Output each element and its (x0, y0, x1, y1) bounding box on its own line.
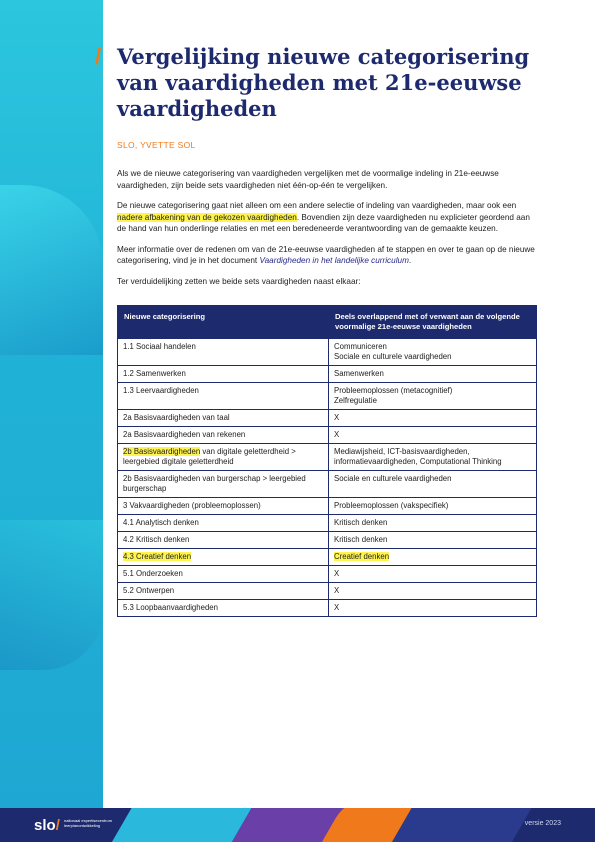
table-row (118, 498, 537, 515)
document-content (95, 44, 537, 617)
logo-subtitle: nationaal expertisecentrum leerplanontwikkeling (64, 818, 113, 828)
table-row (118, 600, 537, 617)
cell-text: 5.1 Onderzoeken (123, 569, 183, 578)
cell-old-skill (329, 366, 537, 383)
table-row (118, 549, 537, 566)
cell-old-skill (329, 427, 537, 444)
cell-text: Kritisch denken (334, 518, 388, 527)
cell-text: 4.2 Kritisch denken (123, 535, 190, 544)
cell-old-skill (329, 383, 537, 410)
comparison-table (117, 305, 537, 617)
cell-new-category (118, 515, 329, 532)
cell-new-category (118, 549, 329, 566)
table-row (118, 339, 537, 366)
cell-old-skill (329, 566, 537, 583)
cell-highlight: Creatief denken (334, 552, 390, 561)
side-shape-top (0, 185, 103, 355)
cell-old-skill (329, 471, 537, 498)
cell-text: Kritisch denken (334, 535, 388, 544)
table-row (118, 532, 537, 549)
paragraph-3 (117, 244, 537, 267)
cell-old-skill (329, 549, 537, 566)
cell-new-category (118, 383, 329, 410)
cell-text: X (334, 603, 340, 612)
title-text: Vergelijking nieuwe categorisering van vaardigheden met 21e-eeuwse vaardigheden (117, 44, 530, 121)
side-shape-bottom (0, 520, 103, 670)
document-link[interactable]: Vaardigheden in het landelijke curriculum (259, 256, 409, 265)
cell-text: Probleemoplossen (vakspecifiek) (334, 501, 449, 510)
cell-new-category (118, 410, 329, 427)
cell-old-skill (329, 444, 537, 471)
cell-text: 2b Basisvaardigheden van burgerschap > leergebied burgerschap (123, 474, 306, 493)
cell-old-skill (329, 515, 537, 532)
table-row (118, 566, 537, 583)
cell-new-category (118, 339, 329, 366)
header-new-categorisation: Nieuwe categorisering (118, 306, 329, 339)
cell-new-category (118, 471, 329, 498)
table-row (118, 583, 537, 600)
table-row (118, 427, 537, 444)
cell-text: Mediawijsheid, ICT-basisvaardigheden, informatievaardigheden, Computational Thinking (334, 447, 502, 466)
cell-old-skill (329, 583, 537, 600)
cell-new-category (118, 427, 329, 444)
logo-text: slo (34, 817, 56, 834)
table-row (118, 383, 537, 410)
cell-text: X (334, 569, 340, 578)
cell-old-skill (329, 410, 537, 427)
cell-text: Communiceren Sociale en culturele vaardigheden (334, 342, 452, 361)
cell-new-category (118, 444, 329, 471)
page-title (95, 44, 537, 122)
cell-new-category (118, 532, 329, 549)
cell-highlight: 4.3 Creatief denken (123, 552, 192, 561)
paragraph-4: Ter verduidelijking zetten we beide sets vaardigheden naast elkaar: (117, 276, 361, 286)
cell-text: 5.2 Ontwerpen (123, 586, 175, 595)
cell-text: 1.3 Leervaardigheden (123, 386, 199, 395)
cell-new-category (118, 566, 329, 583)
paragraph-2-part-a: De nieuwe categorisering gaat niet alleen om een andere selectie of indeling van vaardigheden, maar ook een (117, 201, 517, 210)
cell-old-skill (329, 600, 537, 617)
cell-text: 3 Vakvaardigheden (probleemoplossen) (123, 501, 261, 510)
table-row (118, 366, 537, 383)
cell-text: 2a Basisvaardigheden van taal (123, 413, 230, 422)
paragraph-3-part-b: . (408, 256, 412, 265)
logo-slash: / (55, 817, 60, 834)
paragraph-3-part-a: Meer informatie over de redenen om van de 21e-eeuwse vaardigheden af te stappen en over te gaan op de nieuwe categorisering, vind je in het document (117, 244, 535, 265)
cell-text: 5.3 Loopbaanvaardigheden (123, 603, 218, 612)
cell-old-skill (329, 498, 537, 515)
table-header-row (118, 306, 537, 339)
paragraph-2-highlight: nadere afbakening van de gekozen vaardigheden (117, 212, 297, 222)
cell-text: X (334, 413, 340, 422)
table-row (118, 471, 537, 498)
table-row (118, 515, 537, 532)
cell-old-skill (329, 339, 537, 366)
table-body (118, 339, 537, 617)
author: SLO, YVETTE SOL (117, 140, 196, 150)
cell-text: 4.1 Analytisch denken (123, 518, 199, 527)
cell-highlight: 2b Basisvaardigheden (123, 447, 201, 456)
cell-old-skill (329, 532, 537, 549)
cell-new-category (118, 583, 329, 600)
version-label: versie 2023 (524, 820, 561, 827)
cell-text: 1.1 Sociaal handelen (123, 342, 196, 351)
table-row (118, 444, 537, 471)
table-row (118, 410, 537, 427)
cell-text: Samenwerken (334, 369, 384, 378)
paragraph-1: Als we de nieuwe categorisering van vaardigheden vergelijken met de voormalige indeling in 21e-eeuwse vaardigheden, zijn beide sets vaardigheden niet één-op-één te vergelijken. (117, 169, 499, 190)
cell-text: 2a Basisvaardigheden van rekenen (123, 430, 246, 439)
cell-text: van digitale geletterdheid > leergebied digitale geletterdheid (123, 447, 296, 466)
paragraph-2 (117, 200, 537, 235)
title-slash: / (95, 44, 102, 69)
cell-new-category (118, 600, 329, 617)
cell-text: X (334, 430, 340, 439)
cell-text: X (334, 586, 340, 595)
footer (0, 808, 595, 842)
cell-new-category (118, 366, 329, 383)
header-old-skills: Deels overlappend met of verwant aan de volgende voormalige 21e-eeuwse vaardigheden (329, 306, 537, 339)
side-decoration (0, 0, 103, 842)
slo-logo (34, 817, 60, 834)
cell-text: Probleemoplossen (metacognitief) Zelfregulatie (334, 386, 453, 405)
paragraph-2-part-b: . Bovendien zijn deze vaardigheden nu explicieter geordend aan de hand van hun onderlinge relaties en met een beredeneerde verantwoording van de gemaakte keuzen. (117, 212, 530, 233)
cell-text: Sociale en culturele vaardigheden (334, 474, 452, 483)
cell-new-category (118, 498, 329, 515)
cell-text: 1.2 Samenwerken (123, 369, 186, 378)
